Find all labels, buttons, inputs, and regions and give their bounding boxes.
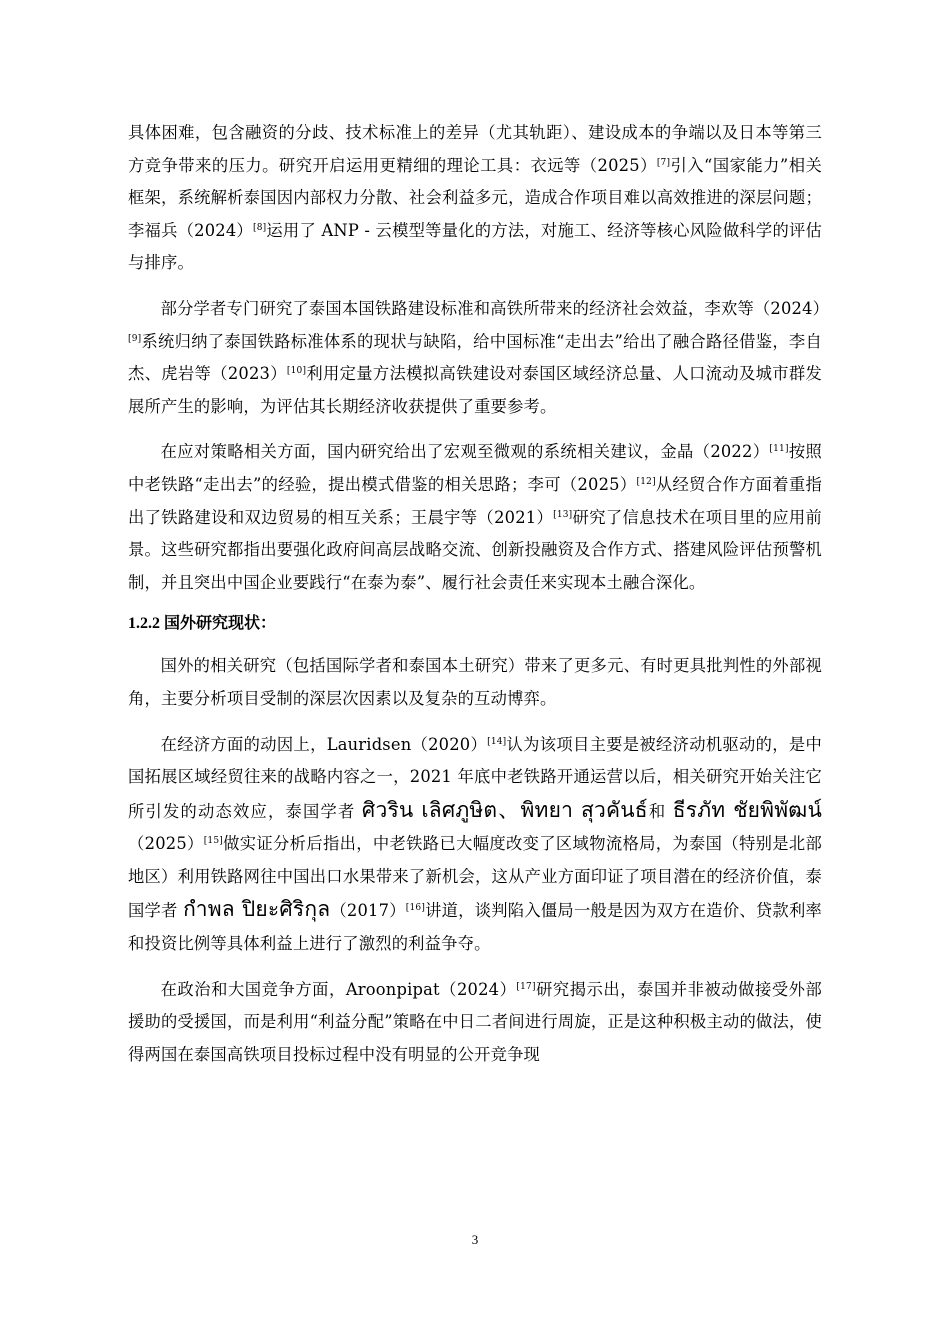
text-run: 从经贸合作方面着重指出了铁路建设和双边贸易的相互关系；王晨宇等（2021） [128,474,822,527]
text-run: 引入“国家能力”相关框架，系统解析泰国因内部权力分散、社会利益多元，造成合作项目难以高效推进的深层问题；李福兵（2024） [128,155,822,240]
citation-ref: [10] [286,366,307,377]
text-run: 系统归纳了泰国铁路标准体系的现状与缺陷，给中国标准“走出去”给出了融合路径借鉴，李自杰、虎岩等（2023） [128,331,822,384]
text-run: 和 [647,801,673,821]
citation-ref: [9] [128,333,142,344]
text-run: 在应对策略相关方面，国内研究给出了宏观至微观的系统相关建议，金晶（2022） [160,442,770,462]
paragraph-standards [128,293,830,423]
citation-ref: [12] [636,476,656,487]
text-run: 在经济方面的动因上，Lauridsen（2020） [160,734,488,754]
paragraph-strategy [128,436,822,599]
paragraph-continued [128,117,822,280]
text-run: 在政治和大国竞争方面，Aroonpipat（2024） [160,979,517,999]
thai-author-name: กำพล ปิยะศิริกุล [183,897,331,922]
paragraph-political [128,974,822,1072]
text-run: 部分学者专门研究了泰国本国铁路建设标准和高铁所带来的经济社会效益，李欢等（2024） [160,298,830,318]
text-run: 具体困难，包含融资的分歧、技术标准上的差异（尤其轨距）、建设成本的争端以及日本等第三方竞争带来的压力。研究开启运用更精细的理论工具：衣远等（2025） [128,123,822,175]
thai-author-names: ศิวริน เลิศภูษิต、พิทยา สุวคันธ์ [361,797,648,822]
citation-ref: [16] [405,903,426,914]
citation-ref: [15] [203,836,223,847]
text-run: 研究了信息技术在项目里的应用前景。这些研究都指出要强化政府间高层战略交流、创新投融资及合作方式、搭建风险评估预警机制，并且突出中国企业要践行“在泰为泰”、履行社会责任来实现本土融合深化。 [128,507,822,592]
text-run: 利用定量方法模拟高铁建设对泰国区域经济总量、人口流动及城市群发展所产生的影响，为评估其长期经济收获提供了重要参考。 [128,364,822,416]
text-run: 运用了 ANP - 云模型等量化的方法，对施工、经济等核心风险做科学的评估与排序。 [128,220,822,273]
text-run: 按照中老铁路“走出去”的经验，提出模式借鉴的相关思路；李可（2025） [128,442,822,494]
paragraph-economic [128,729,822,961]
text-run: （2017） [330,901,406,921]
citation-ref: [13] [553,509,573,520]
text-run: 讲道，谈判陷入僵局一般是因为双方在造价、贷款利率和投资比例等具体利益上进行了激烈的利益争夺。 [128,901,822,954]
text-run: 研究揭示出，泰国并非被动做接受外部援助的受援国，而是利用“利益分配”策略在中日二者间进行周旋，正是这种积极主动的做法，使得两国在泰国高铁项目投标过程中没有明显的公开竞争现 [128,979,822,1064]
page-body [128,117,830,1084]
citation-ref: [11] [769,444,789,455]
citation-ref: [7] [656,157,671,168]
citation-ref: [17] [516,981,536,992]
text-run: 认为该项目主要是被经济动机驱动的，是中国拓展区域经贸往来的战略内容之一，2021 年底中老铁路开通运营以后，相关研究开始关注它所引发的动态效应，泰国学者 [128,734,822,821]
text-run: （2025） [128,834,204,854]
paragraph-foreign-intro [128,650,822,715]
page-number: 3 [471,1232,479,1247]
section-heading: 1.2.2 国外研究现状： [128,615,277,633]
text-run: 国外的相关研究（包括国际学者和泰国本土研究）带来了更多元、有时更具批判性的外部视角，主要分析项目受制的深层次因素以及复杂的互动博弈。 [128,656,822,708]
citation-ref: [14] [487,736,507,747]
citation-ref: [8] [252,222,267,233]
text-run: 做实证分析后指出，中老铁路已大幅度改变了区域物流格局，为泰国（特别是北部地区）利用铁路网往中国出口水果带来了新机会，这从产业方面印证了项目潜在的经济价值，泰国学者 [128,834,822,921]
thai-author-name: ธีรภัท ชัยพิพัฒน์ [672,797,822,822]
